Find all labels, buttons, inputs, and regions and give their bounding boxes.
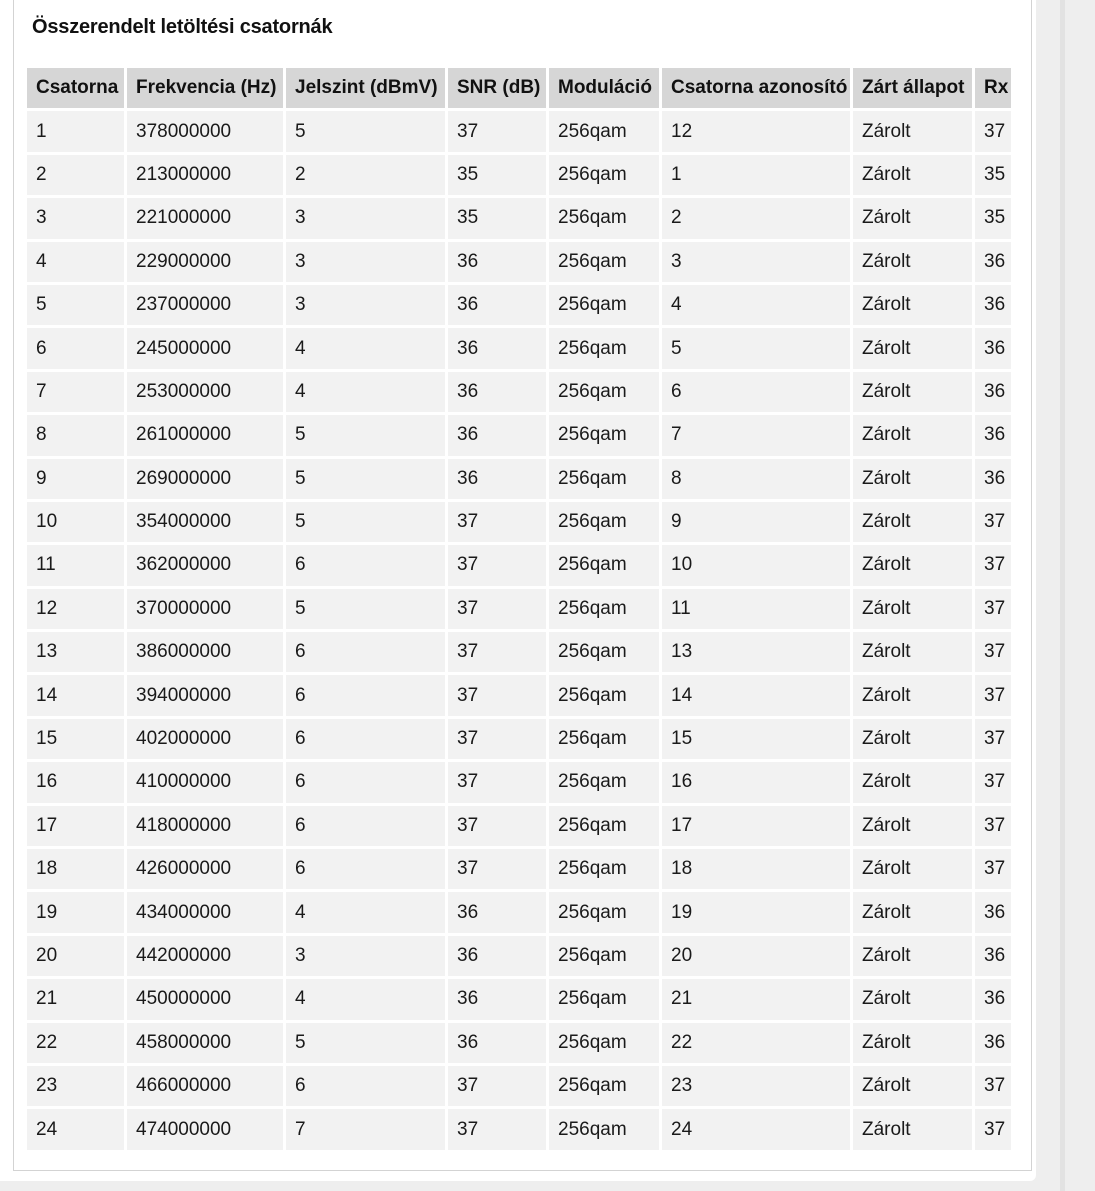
table-cell: 256qam [549,545,659,585]
table-row [27,1023,1011,1063]
table-cell: 269000000 [127,459,283,499]
table-cell: 18 [27,849,124,889]
table-cell: 6 [286,849,445,889]
table-cell: 6 [286,1066,445,1106]
table-header-row [27,68,1011,108]
table-row [27,459,1011,499]
table-cell: 256qam [549,415,659,455]
table-cell: 1 [662,155,850,195]
table-cell: 37 [975,632,1011,672]
table-row [27,892,1011,932]
table-cell: 256qam [549,719,659,759]
table-cell: Zárolt [853,242,972,282]
table-cell: 36 [448,459,546,499]
table-cell: 474000000 [127,1109,283,1149]
table-cell: 256qam [549,892,659,932]
table-cell: 18 [662,849,850,889]
table-row [27,502,1011,542]
table-cell: 256qam [549,632,659,672]
table-cell: 5 [286,1023,445,1063]
header-frequency: Frekvencia (Hz) [127,68,283,108]
table-cell: 6 [286,632,445,672]
table-cell: 35 [975,198,1011,238]
bonded-downstream-panel [13,0,1032,1171]
table-cell: Zárolt [853,1066,972,1106]
table-cell: 16 [662,762,850,802]
table-cell: Zárolt [853,198,972,238]
table-cell: Zárolt [853,806,972,846]
table-cell: 36 [448,328,546,368]
table-row [27,372,1011,412]
table-row [27,1109,1011,1149]
table-cell: 15 [27,719,124,759]
table-cell: 6 [286,762,445,802]
table-cell: Zárolt [853,155,972,195]
table-cell: 7 [662,415,850,455]
table-cell: 370000000 [127,589,283,629]
table-cell: 5 [286,589,445,629]
table-cell: 11 [27,545,124,585]
table-cell: 4 [286,372,445,412]
table-cell: 2 [662,198,850,238]
table-cell: 36 [975,328,1011,368]
table-cell: Zárolt [853,719,972,759]
table-cell: 3 [286,198,445,238]
table-cell: 23 [662,1066,850,1106]
table-cell: 15 [662,719,850,759]
table-cell: 36 [448,285,546,325]
table-cell: 362000000 [127,545,283,585]
table-cell: 3 [662,242,850,282]
table-cell: Zárolt [853,936,972,976]
table-cell: 3 [286,936,445,976]
table-cell: 253000000 [127,372,283,412]
table-cell: 256qam [549,198,659,238]
table-row [27,849,1011,889]
table-cell: 5 [662,328,850,368]
table-cell: 5 [286,459,445,499]
table-cell: 402000000 [127,719,283,759]
table-cell: 11 [662,589,850,629]
table-row [27,762,1011,802]
table-cell: Zárolt [853,979,972,1019]
table-cell: 386000000 [127,632,283,672]
table-cell: 256qam [549,1066,659,1106]
table-cell: 2 [286,155,445,195]
table-cell: 35 [448,155,546,195]
table-row [27,675,1011,715]
table-cell: 36 [975,459,1011,499]
table-cell: 256qam [549,328,659,368]
table-cell: 256qam [549,675,659,715]
table-cell: 450000000 [127,979,283,1019]
table-cell: Zárolt [853,545,972,585]
table-cell: 21 [662,979,850,1019]
header-rx: Rx [975,68,1011,108]
table-cell: 4 [286,892,445,932]
table-cell: 23 [27,1066,124,1106]
table-cell: 36 [448,892,546,932]
table-cell: 256qam [549,806,659,846]
table-cell: 37 [975,589,1011,629]
table-cell: 37 [975,1109,1011,1149]
table-cell: 13 [662,632,850,672]
table-row [27,719,1011,759]
table-cell: 37 [448,675,546,715]
table-cell: 256qam [549,111,659,151]
table-cell: 1 [27,111,124,151]
table-cell: 19 [27,892,124,932]
table-cell: 7 [27,372,124,412]
table-row [27,155,1011,195]
table-row [27,328,1011,368]
table-cell: Zárolt [853,632,972,672]
table-cell: 245000000 [127,328,283,368]
table-cell: 14 [27,675,124,715]
table-cell: 221000000 [127,198,283,238]
table-cell: 36 [975,1023,1011,1063]
table-row [27,1066,1011,1106]
table-cell: 4 [662,285,850,325]
table-cell: 256qam [549,762,659,802]
table-cell: 21 [27,979,124,1019]
table-cell: 3 [286,242,445,282]
table-cell: 9 [662,502,850,542]
table-cell: 37 [975,806,1011,846]
table-cell: 256qam [549,372,659,412]
table-cell: 2 [27,155,124,195]
table-cell: 37 [448,719,546,759]
table-cell: Zárolt [853,285,972,325]
scrollbar-track[interactable] [1060,0,1065,1191]
table-cell: Zárolt [853,589,972,629]
table-cell: 213000000 [127,155,283,195]
table-cell: 20 [27,936,124,976]
table-cell: Zárolt [853,328,972,368]
table-cell: Zárolt [853,675,972,715]
table-cell: 24 [27,1109,124,1149]
table-cell: 256qam [549,242,659,282]
table-cell: 6 [286,719,445,759]
table-cell: 37 [975,545,1011,585]
table-cell: 37 [448,502,546,542]
table-cell: 394000000 [127,675,283,715]
table-cell: Zárolt [853,111,972,151]
table-cell: 256qam [549,589,659,629]
header-snr: SNR (dB) [448,68,546,108]
table-cell: 37 [975,719,1011,759]
table-row [27,415,1011,455]
table-row [27,936,1011,976]
table-cell: 378000000 [127,111,283,151]
table-cell: 6 [286,545,445,585]
table-cell: 8 [662,459,850,499]
table-cell: 16 [27,762,124,802]
table-body [27,111,1011,1149]
table-cell: 37 [975,111,1011,151]
table-cell: 5 [27,285,124,325]
table-cell: 37 [975,849,1011,889]
table-cell: 256qam [549,936,659,976]
table-cell: 36 [448,1023,546,1063]
table-scroll-container[interactable] [27,68,1011,1154]
table-cell: 36 [448,242,546,282]
table-cell: 10 [27,502,124,542]
table-cell: 22 [27,1023,124,1063]
table-cell: 354000000 [127,502,283,542]
table-cell: 6 [662,372,850,412]
table-cell: 4 [27,242,124,282]
table-cell: 418000000 [127,806,283,846]
table-cell: 261000000 [127,415,283,455]
table-cell: Zárolt [853,372,972,412]
table-cell: 36 [975,372,1011,412]
table-cell: 36 [975,285,1011,325]
table-cell: 8 [27,415,124,455]
table-row [27,111,1011,151]
table-cell: 6 [286,806,445,846]
header-lock-status: Zárt állapot [853,68,972,108]
table-cell: 256qam [549,1109,659,1149]
table-cell: 6 [286,675,445,715]
table-cell: 5 [286,111,445,151]
header-channel-id: Csatorna azonosító [662,68,850,108]
table-cell: 37 [448,1066,546,1106]
table-row [27,806,1011,846]
table-cell: 10 [662,545,850,585]
table-cell: 229000000 [127,242,283,282]
table-cell: 36 [448,372,546,412]
table-cell: 37 [448,545,546,585]
header-power: Jelszint (dBmV) [286,68,445,108]
table-cell: 256qam [549,849,659,889]
table-row [27,545,1011,585]
table-cell: 37 [975,502,1011,542]
table-cell: 37 [448,1109,546,1149]
downstream-channel-table [27,68,1011,1153]
header-modulation: Moduláció [549,68,659,108]
table-cell: Zárolt [853,892,972,932]
table-cell: 35 [975,155,1011,195]
table-cell: 36 [448,936,546,976]
table-cell: 35 [448,198,546,238]
table-cell: 36 [975,979,1011,1019]
table-cell: Zárolt [853,502,972,542]
table-cell: 466000000 [127,1066,283,1106]
table-cell: 426000000 [127,849,283,889]
table-cell: 37 [448,762,546,802]
table-cell: 442000000 [127,936,283,976]
table-cell: Zárolt [853,415,972,455]
table-cell: 37 [975,762,1011,802]
table-cell: 6 [27,328,124,368]
table-cell: 17 [27,806,124,846]
table-cell: 37 [975,1066,1011,1106]
table-row [27,979,1011,1019]
table-cell: 36 [975,415,1011,455]
table-cell: 19 [662,892,850,932]
panel-title: Összerendelt letöltési csatornák [32,16,333,38]
table-cell: 256qam [549,459,659,499]
table-cell: 434000000 [127,892,283,932]
table-cell: 17 [662,806,850,846]
table-cell: 37 [448,589,546,629]
table-cell: Zárolt [853,762,972,802]
table-cell: 37 [448,111,546,151]
table-cell: 256qam [549,155,659,195]
table-cell: 37 [448,632,546,672]
table-cell: 36 [448,979,546,1019]
table-cell: 7 [286,1109,445,1149]
table-cell: 5 [286,502,445,542]
table-cell: 12 [662,111,850,151]
table-cell: 36 [975,892,1011,932]
table-row [27,242,1011,282]
table-cell: 9 [27,459,124,499]
table-cell: 36 [975,936,1011,976]
table-cell: 24 [662,1109,850,1149]
table-row [27,198,1011,238]
table-row [27,589,1011,629]
table-cell: 410000000 [127,762,283,802]
table-cell: 36 [448,415,546,455]
table-cell: 37 [448,806,546,846]
table-cell: 256qam [549,979,659,1019]
table-cell: 12 [27,589,124,629]
table-cell: 13 [27,632,124,672]
header-channel: Csatorna [27,68,124,108]
table-cell: 256qam [549,502,659,542]
table-cell: Zárolt [853,459,972,499]
table-cell: 5 [286,415,445,455]
table-cell: Zárolt [853,849,972,889]
table-row [27,632,1011,672]
table-row [27,285,1011,325]
table-cell: 36 [975,242,1011,282]
table-cell: Zárolt [853,1023,972,1063]
table-cell: Zárolt [853,1109,972,1149]
table-cell: 256qam [549,285,659,325]
table-cell: 37 [448,849,546,889]
table-cell: 3 [27,198,124,238]
table-cell: 3 [286,285,445,325]
table-cell: 37 [975,675,1011,715]
table-cell: 14 [662,675,850,715]
table-cell: 4 [286,979,445,1019]
table-cell: 20 [662,936,850,976]
table-cell: 237000000 [127,285,283,325]
table-cell: 458000000 [127,1023,283,1063]
table-cell: 22 [662,1023,850,1063]
table-cell: 256qam [549,1023,659,1063]
table-cell: 4 [286,328,445,368]
